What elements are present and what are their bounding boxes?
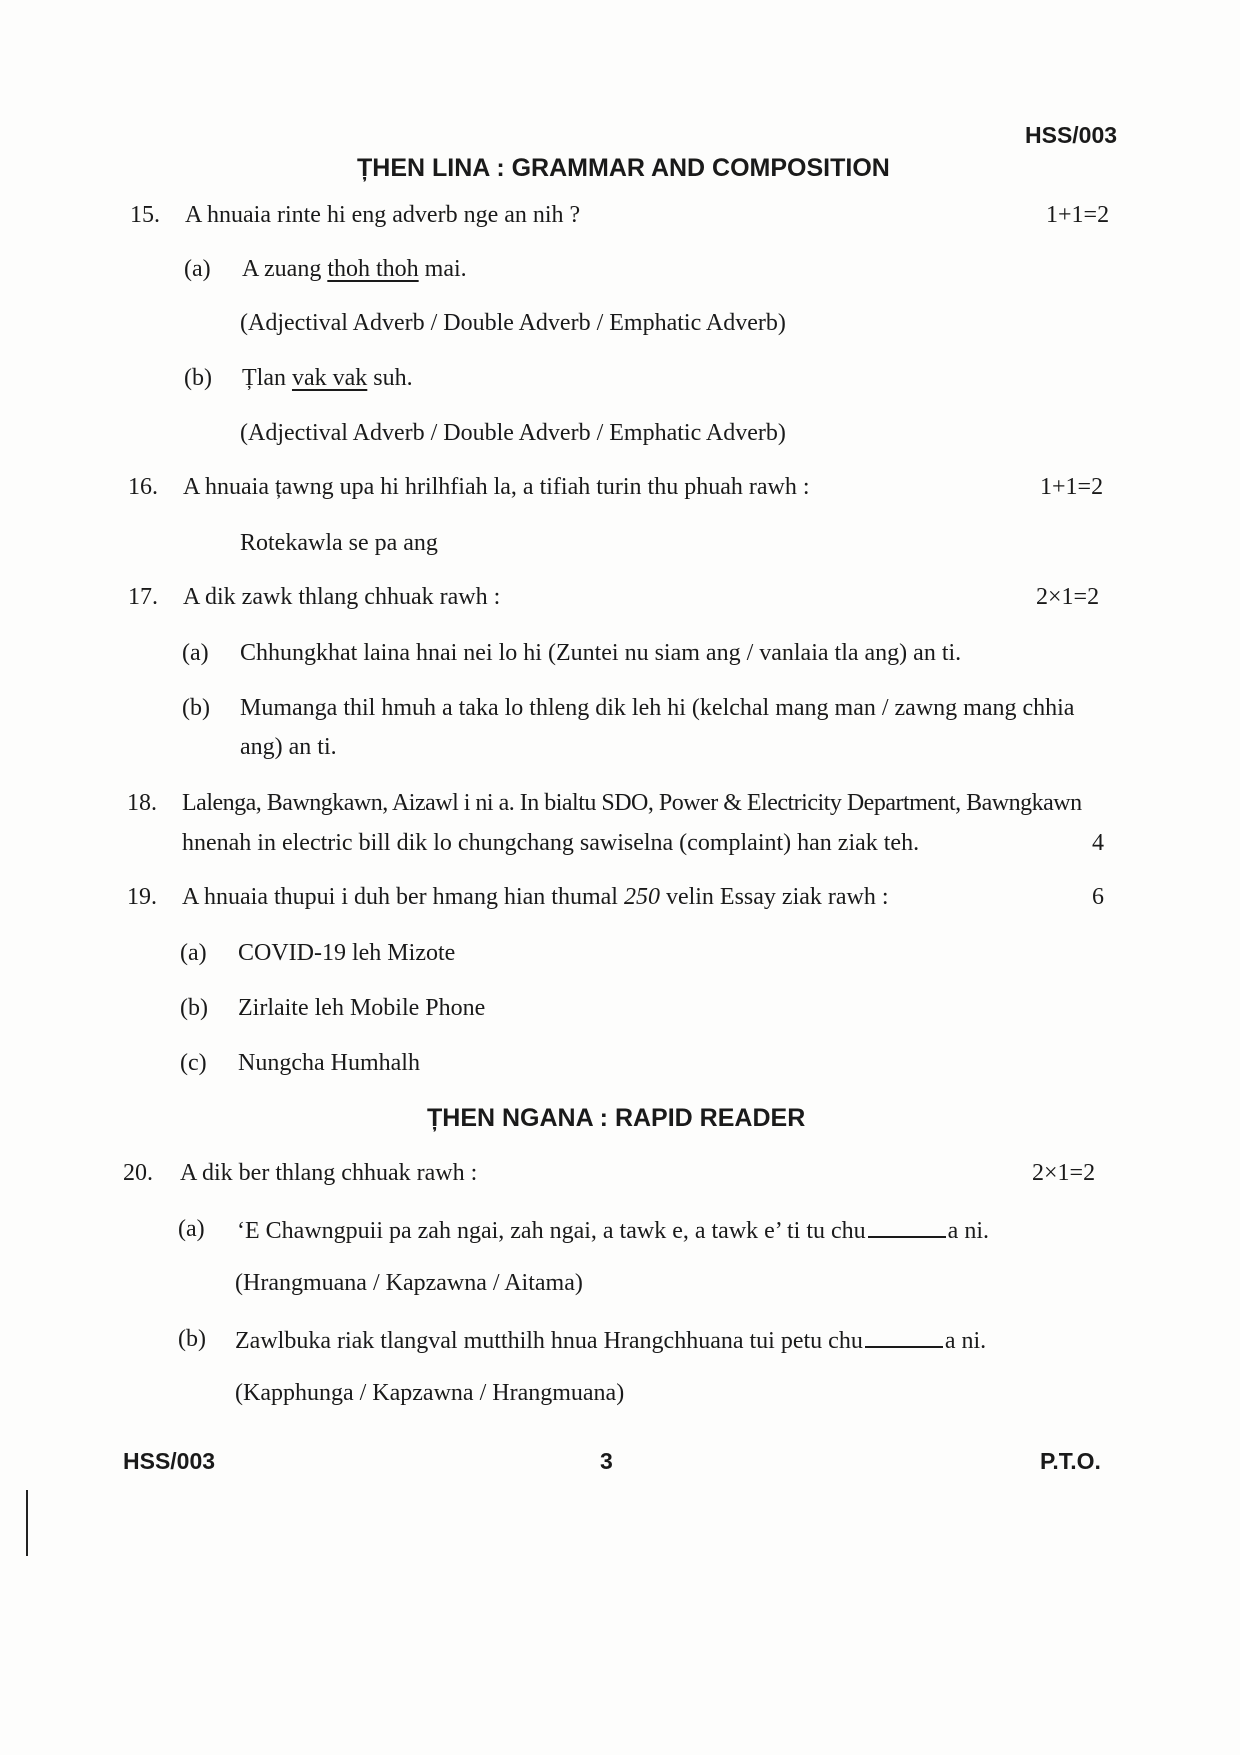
- paper-code-top: HSS/003: [1025, 122, 1118, 148]
- footer-paper-code: HSS/003: [123, 1448, 216, 1474]
- section-title-lina: ȚHEN LINA : GRAMMAR AND COMPOSITION: [357, 154, 890, 182]
- marks: 1+1=2: [1046, 202, 1110, 228]
- text-part: suh.: [367, 365, 413, 391]
- sub-label-a: (a): [182, 640, 209, 666]
- marks: 6: [1092, 884, 1104, 910]
- question-number: 17.: [128, 584, 158, 610]
- underlined-adverb: vak vak: [291, 365, 368, 391]
- options-a: (Hrangmuana / Kapzawna / Aitama): [235, 1270, 583, 1296]
- scan-margin-mark: [26, 1490, 28, 1556]
- marks: 2×1=2: [1032, 1160, 1096, 1186]
- text-part: mai.: [418, 256, 467, 282]
- underlined-adverb: thoh thoh: [327, 256, 419, 282]
- answer-blank: [865, 1326, 943, 1348]
- text-part: Zawlbuka riak tlangval mutthilh hnua Hrangchhuana tui petu chu: [235, 1328, 863, 1354]
- sub-text-a: [237, 1216, 989, 1245]
- question-text: [182, 884, 889, 911]
- question-text-line2: hnenah in electric bill dik lo chungchang sawiselna (complaint) han ziak teh.: [182, 830, 920, 856]
- sub-label-a: (a): [180, 940, 207, 966]
- text-part: velin Essay ziak rawh :: [659, 884, 889, 910]
- essay-topic-a: COVID-19 leh Mizote: [238, 940, 456, 966]
- text-part: a ni.: [947, 1218, 989, 1244]
- marks: 4: [1092, 830, 1104, 856]
- marks: 2×1=2: [1036, 584, 1100, 610]
- text-part: A zuang: [242, 256, 328, 282]
- section-title-ngana: ȚHEN NGANA : RAPID READER: [427, 1104, 806, 1132]
- sub-label-b: (b): [178, 1326, 206, 1352]
- sub-label-b: (b): [182, 695, 210, 721]
- sub-text-a: Chhungkhat laina hnai nei lo hi (Zuntei nu siam ang / vanlaia tla ang) an ti.: [240, 640, 962, 666]
- question-number: 19.: [127, 884, 157, 910]
- sub-label-b: (b): [184, 365, 212, 391]
- sub-text-b: [235, 1326, 986, 1355]
- question-text: A hnuaia rinte hi eng adverb nge an nih ?: [185, 202, 581, 228]
- word-count: 250: [623, 884, 660, 910]
- sub-label-a: (a): [184, 256, 211, 282]
- essay-topic-c: Nungcha Humhalh: [238, 1050, 420, 1076]
- sub-text-a: [242, 256, 467, 283]
- marks: 1+1=2: [1040, 474, 1104, 500]
- options-a: (Adjectival Adverb / Double Adverb / Emphatic Adverb): [240, 310, 786, 336]
- options-b: (Kapphunga / Kapzawna / Hrangmuana): [235, 1380, 625, 1406]
- idiom-phrase: Rotekawla se pa ang: [240, 530, 438, 556]
- sub-label-c: (c): [180, 1050, 207, 1076]
- text-part: a ni.: [944, 1328, 987, 1354]
- sub-text-b-line1: Mumanga thil hmuh a taka lo thleng dik leh hi (kelchal mang man / zawng mang chhia: [240, 695, 1075, 721]
- sub-text-b: [242, 365, 413, 392]
- sub-label-b: (b): [180, 995, 208, 1021]
- sub-label-a: (a): [178, 1216, 205, 1242]
- pto-label: P.T.O.: [1040, 1448, 1101, 1474]
- text-part: ‘E Chawngpuii pa zah ngai, zah ngai, a tawk e, a tawk e’ ti tu chu: [237, 1218, 866, 1244]
- question-text: A dik ber thlang chhuak rawh :: [180, 1160, 478, 1186]
- text-part: Țlan: [242, 365, 292, 391]
- question-text: A hnuaia țawng upa hi hrilhfiah la, a tifiah turin thu phuah rawh :: [183, 474, 810, 500]
- question-text-line1: Lalenga, Bawngkawn, Aizawl i ni a. In bialtu SDO, Power & Electricity Department, Bawngkawn: [182, 790, 1082, 816]
- answer-blank: [868, 1216, 946, 1238]
- question-number: 16.: [128, 474, 158, 500]
- question-number: 18.: [127, 790, 157, 816]
- sub-text-b-line2: ang) an ti.: [240, 734, 337, 760]
- question-text: A dik zawk thlang chhuak rawh :: [183, 584, 501, 610]
- options-b: (Adjectival Adverb / Double Adverb / Emphatic Adverb): [240, 420, 786, 446]
- essay-topic-b: Zirlaite leh Mobile Phone: [238, 995, 486, 1021]
- question-number: 20.: [123, 1160, 153, 1186]
- text-part: A hnuaia thupui i duh ber hmang hian thumal: [182, 884, 624, 910]
- page-number: 3: [600, 1448, 613, 1474]
- question-number: 15.: [130, 202, 160, 228]
